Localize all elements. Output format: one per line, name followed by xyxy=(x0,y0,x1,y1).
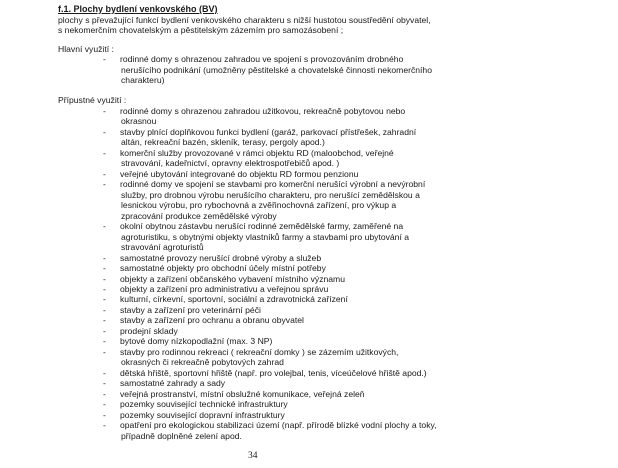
permitted-use-item-text: okolní obytnou zástavbu nerušící rodinné zemědělské farmy, zaměřené na xyxy=(120,221,404,232)
permitted-use-item-text: stavby a zařízení pro veterinární péči xyxy=(120,304,261,315)
bullet-dash: - xyxy=(103,252,106,263)
bullet-dash: - xyxy=(103,263,106,274)
permitted-use-item-text: objekty a zařízení občanského vybavení místního významu xyxy=(120,273,345,284)
main-use-item-text: rodinné domy s ohrazenou zahradou ve spojení s provozováním drobného xyxy=(120,54,404,64)
bullet-dash: - xyxy=(103,168,106,179)
permitted-use-item-text: okrasných či rekreačně pobytových zahrad xyxy=(121,357,284,368)
permitted-use-item-text: bytové domy nízkopodlažní (max. 3 NP) xyxy=(120,336,273,347)
permitted-use-item-text: dětská hřiště, sportovní hřiště (např. pro volejbal, tenis, víceúčelové hřiště apod.) xyxy=(120,367,427,378)
bullet-dash: - xyxy=(103,346,106,357)
section-heading: f.1. Plochy bydlení venkovského (BV) xyxy=(58,4,218,14)
permitted-use-item-text: pozemky související technické infrastruktury xyxy=(120,399,288,410)
permitted-use-item-text: služby, pro drobnou výrobu nerušícího charakteru, pro nerušící zemědělskou a xyxy=(121,189,420,200)
bullet-dash: - xyxy=(103,106,106,116)
permitted-use-item-text: objekty a zařízení pro administrativu a veřejnou správu xyxy=(120,283,329,294)
bullet-dash: - xyxy=(103,126,106,137)
main-use-item-text: charakteru) xyxy=(121,75,165,85)
permitted-use-item-text: prodejní sklady xyxy=(120,325,178,336)
permitted-use-item-text: zpracování produkce zemědělské výroby xyxy=(121,210,277,221)
permitted-use-item-text: okrasnou xyxy=(121,116,157,127)
permitted-use-item-text: lesnickou výrobu, pro rybochovná a zvěřinochovná zařízení, pro výkup a xyxy=(121,200,397,211)
bullet-dash: - xyxy=(103,420,106,431)
permitted-use-item-text: veřejné ubytování integrované do objektu RD formou penzionu xyxy=(120,168,359,179)
intro-line-2: s nekomerčním chovatelským a pěstitelským zázemím pro samozásobení ; xyxy=(58,25,344,35)
intro-line-1: plochy s převažující funkcí bydlení venkovského charakteru s nižší hustotou soustředění obyvatel, xyxy=(58,15,431,25)
bullet-dash: - xyxy=(103,147,106,158)
main-use-item-text: nerušícího podnikání (umožněny pěstitelské a chovatelské činnosti nekomerčního xyxy=(121,64,432,75)
bullet-dash: - xyxy=(103,221,106,232)
bullet-dash: - xyxy=(103,304,106,315)
permitted-use-item-text: komerční služby provozované v rámci objektu RD (maloobchod, veřejné xyxy=(120,147,394,158)
permitted-use-item-text: kulturní, církevní, sportovní, sociální a zdravotnická zařízení xyxy=(120,294,348,305)
bullet-dash: - xyxy=(103,283,106,294)
bullet-dash: - xyxy=(103,409,106,420)
permitted-use-item-text: stavby a zařízení pro ochranu a obranu obyvatel xyxy=(120,315,304,326)
bullet-dash: - xyxy=(103,399,106,410)
permitted-use-item-text: stavby plnící doplňkovou funkci bydlení (garáž, parkovací přístřešek, zahradní xyxy=(120,126,417,137)
bullet-dash: - xyxy=(103,179,106,190)
permitted-use-item-text: altán, rekreační bazén, skleník, terasy, pergoly apod.) xyxy=(121,137,325,148)
bullet-dash: - xyxy=(103,294,106,305)
bullet-dash: - xyxy=(103,315,106,326)
permitted-use-item-text: opatření pro ekologickou stabilizaci území (např. přírodě blízké vodní plochy a toky, xyxy=(120,420,437,431)
bullet-dash: - xyxy=(103,388,106,399)
bullet-dash: - xyxy=(103,54,106,64)
permitted-use-item-text: rodinné domy s ohrazenou zahradou užitkovou, rekreačně pobytovou nebo xyxy=(120,106,406,116)
bullet-dash: - xyxy=(103,367,106,378)
bullet-dash: - xyxy=(103,325,106,336)
permitted-use-item-text: stavby pro rodinnou rekreaci ( rekreační domky ) se zázemím užitkových, xyxy=(120,346,399,357)
permitted-use-item-text: rodinné domy ve spojení se stavbami pro komerční nerušící výrobní a nevýrobní xyxy=(120,179,426,190)
bullet-dash: - xyxy=(103,336,106,347)
permitted-use-item-text: samostatné provozy nerušící drobné výroby a služeb xyxy=(120,252,322,263)
permitted-use-item-text: stravování, kadeřnictví, opravny elektrospotřebičů apod. ) xyxy=(121,158,340,169)
permitted-use-item-text: agroturistiku, s obytnými objekty vlastníků farmy a stavbami pro ubytování a xyxy=(121,231,410,242)
main-use-label: Hlavní využití : xyxy=(58,44,114,54)
permitted-use-item-text: veřejná prostranství, místní obslužné komunikace, veřejná zeleň xyxy=(120,388,365,399)
permitted-use-item-text: stravování agroturistů xyxy=(121,242,204,253)
bullet-dash: - xyxy=(103,378,106,389)
permitted-use-item-text: pozemky související dopravní infrastruktury xyxy=(120,409,285,420)
page-number: 34 xyxy=(248,451,258,461)
permitted-use-item-text: případně doplněné zelení apod. xyxy=(121,430,242,441)
bullet-dash: - xyxy=(103,273,106,284)
permitted-use-label: Přípustné využití : xyxy=(58,95,127,105)
permitted-use-item-text: samostatné zahrady a sady xyxy=(120,378,226,389)
permitted-use-item-text: samostatné objekty pro obchodní účely místní potřeby xyxy=(120,263,326,274)
